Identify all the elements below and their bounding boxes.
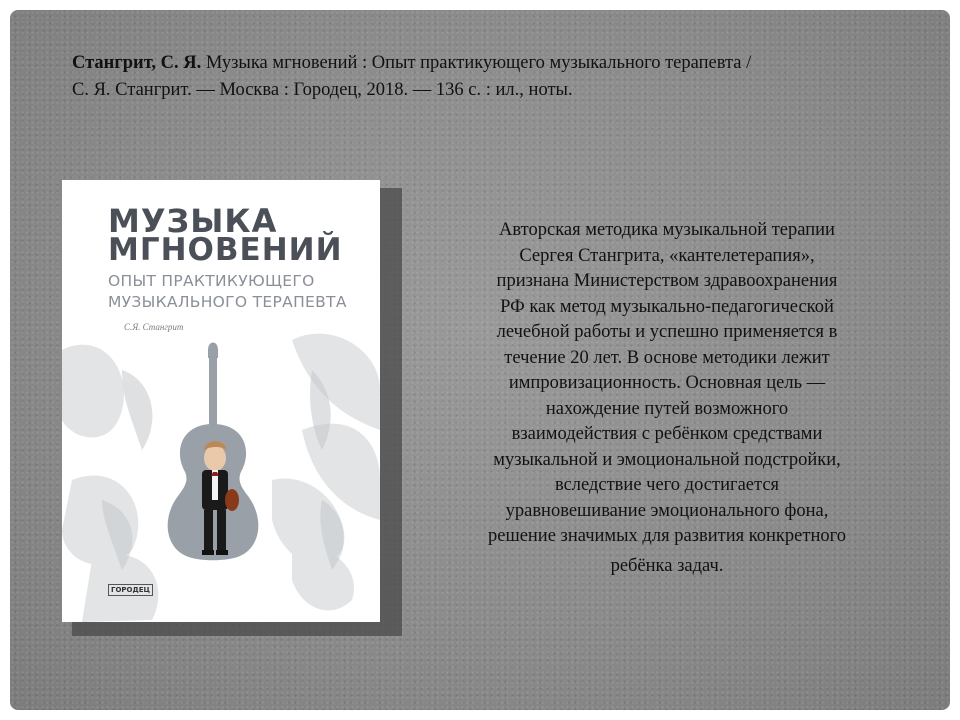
bibliographic-citation (72, 50, 892, 104)
citation-author: Стангрит, С. Я. (72, 53, 202, 73)
cover-subtitle-line1: ОПЫТ ПРАКТИКУЮЩЕГО (108, 272, 315, 290)
description-line: нахождение путей возможного (545, 398, 789, 419)
description-line: импровизационность. Основная цель — (508, 373, 826, 393)
citation-details: С. Я. Стангрит. — Москва : Городец, 2018. — 136 с. : ил., ноты. (72, 80, 573, 100)
description-line: уравновешивание эмоционального фона, (505, 500, 829, 521)
description-line: музыкальной и эмоциональной подстройки, (493, 449, 841, 470)
description-line: лечебной работы и успешно применяется в (496, 322, 838, 342)
description-line: течение 20 лет. В основе методики лежит (504, 347, 830, 368)
description-line: РФ как метод музыкально-педагогической (500, 296, 834, 317)
citation-title: Музыка мгновений : Опыт практикующего музыкального терапевта / (201, 53, 752, 73)
book-cover-image (62, 180, 380, 622)
cover-title-line2: МГНОВЕНИЙ (108, 232, 343, 268)
slide (10, 10, 950, 710)
description-line: вследствие чего достигается (554, 475, 780, 495)
description-line: решение значимых для развития конкретного (487, 526, 846, 546)
book-description (462, 218, 872, 579)
cover-title-line1: МУЗЫКА (108, 202, 278, 240)
description-line: Авторская методика музыкальной терапии (499, 220, 835, 240)
cover-subtitle-line2: МУЗЫКАЛЬНОГО ТЕРАПЕВТА (108, 293, 347, 311)
description-last-line: ребёнка задач. (610, 555, 724, 576)
description-line: взаимодействия с ребёнком средствами (511, 424, 823, 444)
description-line: Сергея Стангрита, «кантелетерапия», (519, 245, 815, 266)
publisher-logo: ГОРОДЕЦ (108, 584, 153, 596)
description-line: признана Министерством здравоохранения (496, 271, 838, 291)
cover-author: С.Я. Стангрит (124, 322, 184, 332)
